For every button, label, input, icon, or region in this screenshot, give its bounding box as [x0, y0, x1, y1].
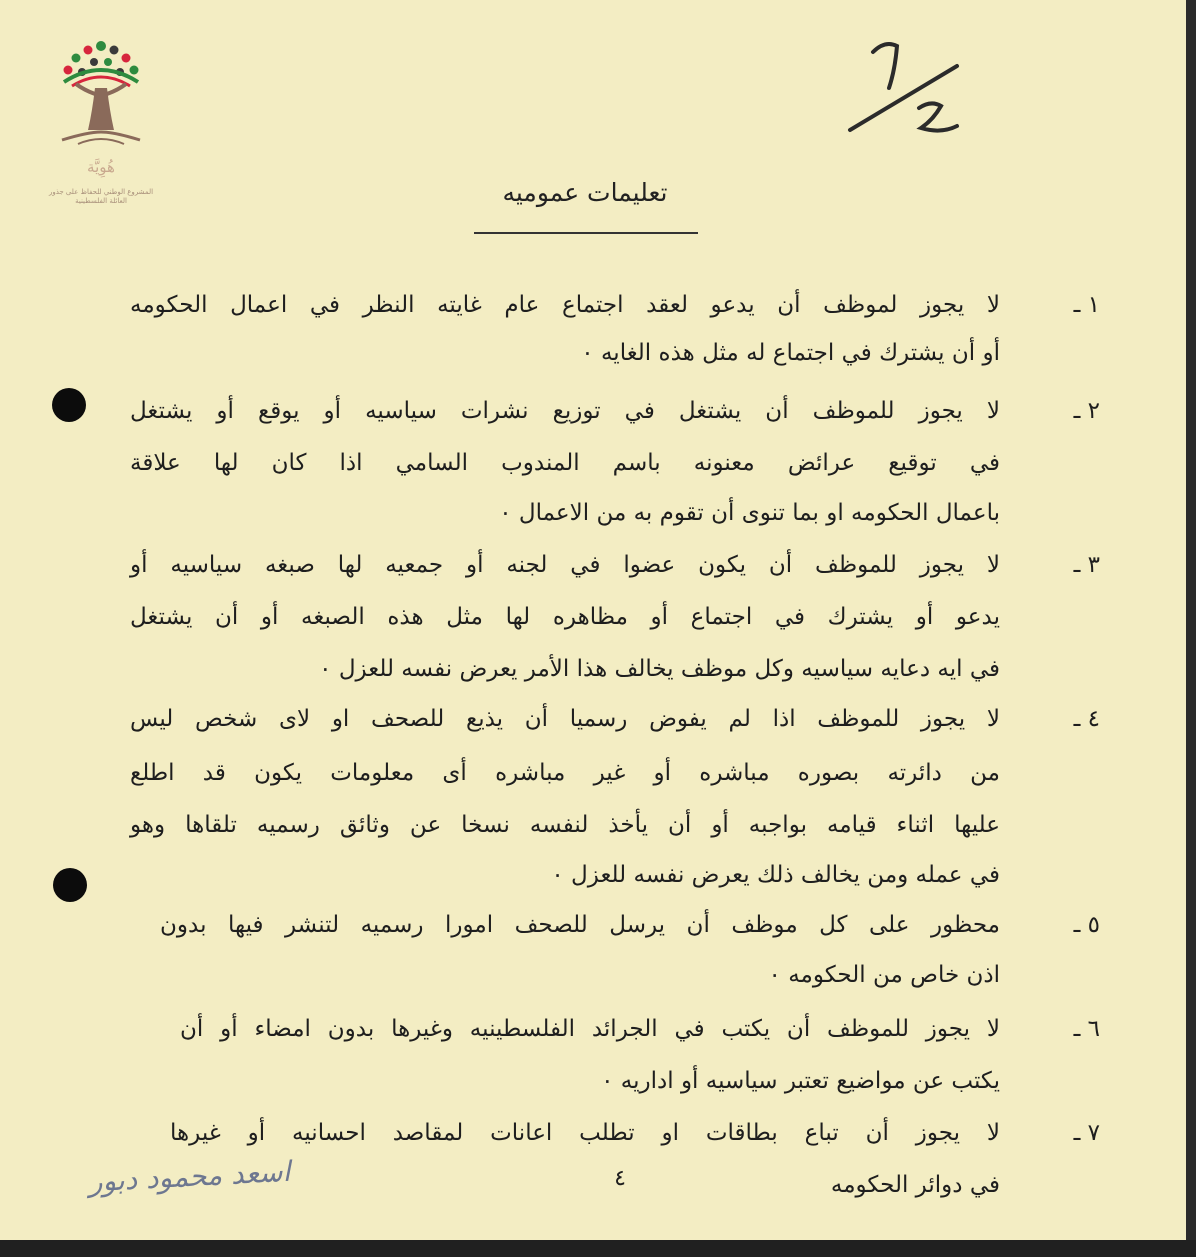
item-number: ٦ ـ [1073, 1016, 1100, 1042]
page-mark-text [845, 30, 975, 31]
item-line: لا يجوز للموظف أن يشتغل في توزيع نشرات سياسيه أو يوقع أو يشتغل [130, 398, 1000, 424]
item-line: لا يجوز للموظف أن يكون عضوا في لجنه أو جمعيه لها صبغه سياسيه أو [130, 552, 1000, 578]
punch-hole [52, 388, 86, 422]
item-line: في عمله ومن يخالف ذلك يعرض نفسه للعزل ٠ [551, 862, 1000, 888]
logo-name: هُوِيَّة [87, 158, 115, 176]
item-line: يكتب عن مواضيع تعتبر سياسيه أو اداريه ٠ [601, 1068, 1000, 1094]
handwritten-signature: اسعد محمود دبور [87, 1154, 292, 1199]
item-number: ٣ ـ [1073, 552, 1100, 578]
item-line: باعمال الحكومه او بما تنوى أن تقوم به من الاعمال ٠ [499, 500, 1000, 526]
item-line: في دوائر الحكومه [830, 1172, 1000, 1198]
hawiya-logo [48, 38, 154, 228]
item-line: لا يجوز أن تباع بطاقات او تطلب اعانات لمقاصد احسانيه أو غيرها [170, 1120, 1000, 1146]
page-number: ٤ [614, 1166, 626, 1191]
item-line: في توقيع عرائض معنونه باسم المندوب السامي اذا كان لها علاقة [130, 450, 1000, 476]
item-number: ٢ ـ [1073, 398, 1100, 424]
scan-edge-right [1186, 0, 1196, 1257]
item-line: عليها اثناء قيامه بواجبه أو أن يأخذ لنفسه نسخا عن وثائق رسميه تلقاها وهو [130, 812, 1000, 838]
page-mark-icon [845, 30, 975, 145]
item-line: من دائرته بصوره مباشره أو غير مباشره أى معلومات يكون قد اطلع [130, 760, 1000, 786]
item-number: ٥ ـ [1073, 912, 1100, 938]
punch-hole [53, 868, 87, 902]
scan-edge-bottom [0, 1240, 1196, 1257]
document-title: تعليمات عموميه [502, 178, 668, 207]
item-line: لا يجوز للموظف أن يكتب في الجرائد الفلسطينيه وغيرها بدون امضاء أو أن [180, 1016, 1000, 1042]
handwritten-page-mark [845, 30, 975, 145]
logo-tagline: المشروع الوطني للحفاظ على جذور العائلة الفلسطينية [48, 188, 154, 205]
item-line: محظور على كل موظف أن يرسل للصحف امورا رسميه لتنشر فيها بدون [160, 912, 1000, 938]
family-tree-icon [48, 38, 154, 156]
item-line: لا يجوز للموظف اذا لم يفوض رسميا أن يذيع للصحف او لاى شخص ليس [130, 706, 1000, 732]
title-underline [474, 232, 698, 234]
item-number: ٤ ـ [1073, 706, 1100, 732]
item-line: يدعو أو يشترك في اجتماع أو مظاهره لها مثل هذه الصبغه أو أن يشتغل [130, 604, 1000, 630]
item-number: ٧ ـ [1073, 1120, 1100, 1146]
item-line: لا يجوز لموظف أن يدعو لعقد اجتماع عام غايته النظر في اعمال الحكومه [130, 292, 1000, 318]
item-line: في ايه دعايه سياسيه وكل موظف يخالف هذا الأمر يعرض نفسه للعزل ٠ [319, 656, 1000, 682]
item-line: أو أن يشترك في اجتماع له مثل هذه الغايه ٠ [581, 340, 1000, 366]
item-line: اذن خاص من الحكومه ٠ [768, 962, 1000, 988]
item-number: ١ ـ [1073, 292, 1100, 318]
